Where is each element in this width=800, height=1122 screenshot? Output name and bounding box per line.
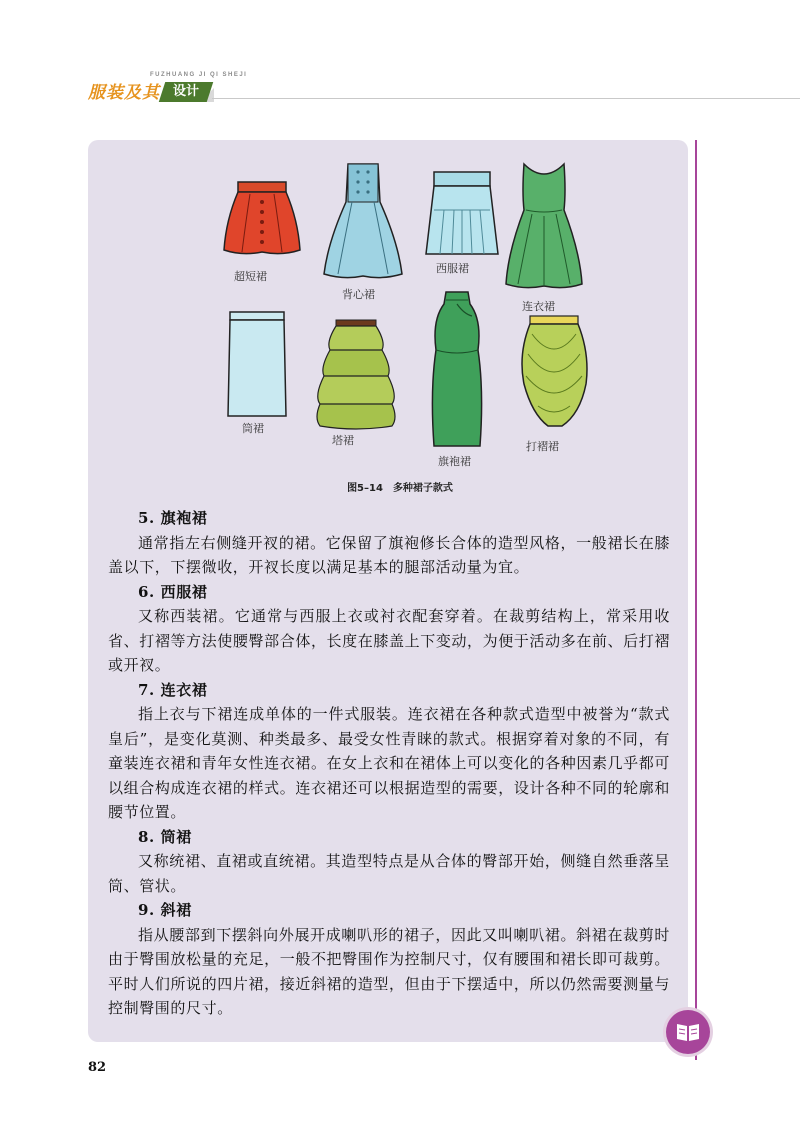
header-rule [212,98,800,99]
section-dress [108,678,670,825]
section-paragraph: 又称西装裙。它通常与西服上衣或衬衣配套穿着。在裁剪结构上，常采用收省、打褶等方法使腰臀部合体，长度在膝盖上下变动，为便于活动多在前、后打褶或开衩。 [108,607,670,674]
margin-rule [695,140,697,1060]
section-heading: 6. 西服裙 [138,582,208,601]
section-flared-skirt [108,898,670,1021]
header-title: 服装及其 [88,83,160,103]
suit-skirt-illustration [422,170,502,258]
section-suit-skirt [108,580,670,678]
dress-illustration [504,162,584,290]
label-suit-skirt: 西服裙 [436,262,469,275]
tiered-skirt-illustration [316,318,396,430]
tube-skirt-illustration [226,310,288,420]
section-heading: 5. 旗袍裙 [138,509,208,527]
page-number: 82 [88,1060,107,1075]
mini-skirt-illustration [222,180,302,258]
figure-number: 图5–14 [347,483,383,494]
section-tube-skirt [108,825,670,899]
header-pinyin: FUZHUANG JI QI SHEJI [150,72,248,78]
header-badge-label: 设计 [172,84,199,99]
label-mini-skirt: 超短裙 [234,270,267,283]
book-icon [666,1010,710,1054]
label-qipao-dress: 旗袍裙 [438,455,471,468]
section-paragraph: 指上衣与下裙连成单体的一件式服装。连衣裙在各种款式造型中被誉为“款式皇后”，是变化莫测、种类最多、最受女性青睐的款式。根据穿着对象的不同，有童装连衣裙和青年女性连衣裙。在女上衣和在裙体上可以变化的各种因素几乎都可以组合构成连衣裙的样式。连衣裙还可以根据造型的需要，设计各种不同的轮廓和腰节位置。 [108,705,670,821]
section-heading: 8. 筒裙 [138,827,192,846]
figure-title: 多种裙子款式 [392,483,453,494]
section-paragraph: 又称统裙、直裙或直统裙。其造型特点是从合体的臀部开始，侧缝自然垂落呈筒、管状。 [108,852,670,895]
qipao-dress-illustration [422,290,492,450]
label-tube-skirt: 筒裙 [242,422,264,435]
label-dress: 连衣裙 [522,300,555,313]
section-heading: 7. 连衣裙 [138,680,208,699]
vest-skirt-illustration [322,162,404,280]
section-qipao-skirt [108,506,670,580]
figure-caption [0,479,800,494]
body-text [108,506,670,1021]
skirt-styles-figure [200,150,600,470]
section-paragraph: 指从腰部到下摆斜向外展开成喇叭形的裙子，因此又叫喇叭裙。斜裙在裁剪时由于臀围放松量的充足，一般不把臀围作为控制尺寸，仅有腰围和裙长即可裁剪。平时人们所说的四片裙，接近斜裙的造型，但由于下摆适中，所以仍然需要测量与控制臀围的尺寸。 [108,925,670,1017]
section-heading: 9. 斜裙 [138,901,192,919]
header-badge [159,82,213,102]
label-draped-skirt: 打褶裙 [526,440,559,453]
draped-skirt-illustration [518,314,590,430]
label-tiered-skirt: 塔裙 [332,434,354,447]
page-header [0,0,800,110]
section-paragraph: 通常指左右侧缝开衩的裙。它保留了旗袍修长合体的造型风格，一般裙长在膝盖以下，下摆微收，开衩长度以满足基本的腿部活动量为宜。 [108,533,670,576]
label-vest-skirt: 背心裙 [342,288,375,301]
